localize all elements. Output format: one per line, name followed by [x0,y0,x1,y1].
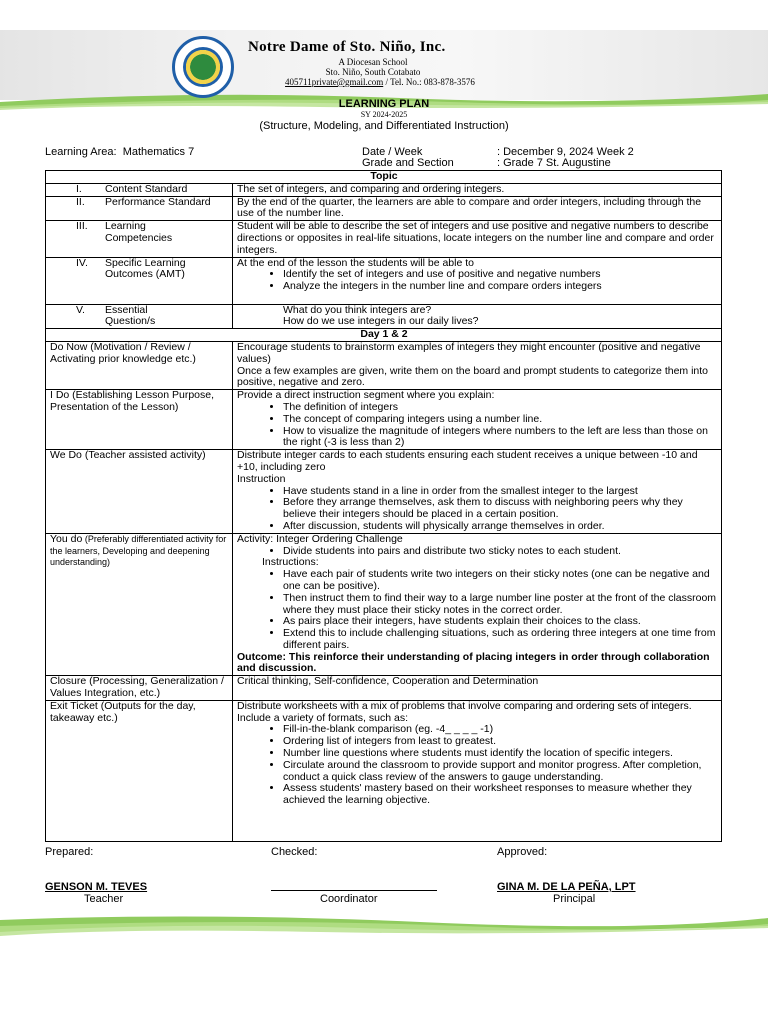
approved-label: Approved: [497,846,548,858]
row-label: Performance Standard [105,195,211,208]
row-label: Learning Competencies [105,220,173,244]
do-now-content: Encourage students to brainstorm examples of integers they might encounter (positive and negative values) Once a few examples are given, write them on the board and prompt students to categorize them into positive, negative and zero. [233,341,722,389]
school-contact [240,77,520,87]
list-item: • Number line questions where students must identify the location of specific integers. [283,748,718,760]
we-do-label: We Do (Teacher assisted activity) [46,450,233,534]
school-year: SY 2024-2025 [360,110,408,119]
learning-area: Learning Area: Mathematics 7 [45,146,195,158]
school-type: A Diocesan School [338,57,408,67]
learning-outcomes: At the end of the lesson the students will be able to • Identify the set of integers and use of positive and negative numbers • Analyze the integers in the number line and compare orders integers [233,257,722,304]
list-item: What do you think integers are? [283,303,432,316]
row-label: Content Standard [105,182,188,195]
list-item: • Have students stand in a line in order from the smallest integer to the largest [283,486,718,498]
essential-questions [233,304,722,329]
list-item: • Analyze the integers in the number line and compare orders integers [283,281,718,293]
grade-label: Grade and Section [362,157,454,169]
list-item: • How to visualize the magnitude of integers where numbers to the left are less than those on the right (-3 is less than 2) [283,426,718,450]
coordinator-signature-line [271,890,437,891]
date-label: Date / Week [362,146,423,158]
content-standard: The set of integers, and comparing and ordering integers. [233,183,722,196]
table-row [46,390,722,450]
list-item: • Ordering list of integers from least to greatest. [283,736,718,748]
table-row: V. Essential Question/s What do you think integers are? How do we use integers in our daily lives? [46,304,722,329]
school-email[interactable]: 405711private@gmail.com [285,77,384,87]
table-row [46,450,722,534]
table-row [46,700,722,841]
list-item: • Before they arrange themselves, ask them to discuss with neighboring peers why they believe their integers should be placed in a certain position. [283,497,718,521]
table-row [46,329,722,342]
list-item: • The definition of integers [283,402,718,414]
list-item: • Identify the set of integers and use of positive and negative numbers [283,269,718,281]
table-row: II. Performance Standard By the end of the quarter, the learners are able to compare and order integers, including through the use of the number line. [46,196,722,221]
instruction-approach: (Structure, Modeling, and Differentiated Instruction) [259,120,509,132]
closure-label: Closure (Processing, Generalization / Values Integration, etc.) [46,676,233,701]
list-item: • Circulate around the classroom to provide support and monitor progress. After completion, conduct a quick class review of the answers to gauge understanding. [283,760,718,784]
school-address: Sto. Niño, South Cotabato [325,67,421,77]
grade-value: : Grade 7 St. Augustine [497,157,611,169]
we-do-content: Distribute integer cards to each students ensuring each student receives a unique between -10 and +10, including zero Instruction • Have students stand in a line in order from the smallest integer to the largest • Before they arrange themselves, ask them to discuss with neighboring peers why they believe their integers should be placed in a certain position. • After discussion, students will physically arrange themselves in order. [233,450,722,534]
prepared-label: Prepared: [45,846,94,858]
table-row: I. Content Standard The set of integers, and comparing and ordering integers. [46,183,722,196]
learning-competencies: Student will be able to describe the set of integers and use positive and negative numbers to describe directions or opposites in real-life situations, locate integers on the number line and compare and order integers. [233,221,722,257]
school-name: Notre Dame of Sto. Niño, Inc. [248,39,446,55]
performance-standard: By the end of the quarter, the learners are able to compare and order integers, including through the use of the number line. [233,196,722,221]
exit-ticket-content: Distribute worksheets with a mix of problems that involve comparing and ordering sets of integers. Include a variety of formats, such as: • Fill-in-the-blank comparison (eg. -4_ _ _ _ -1) • Ordering list of integers from least to greatest. • Number line questions where students must identify the location of specific integers. • Circulate around the classroom to provide support and monitor progress. After completion, conduct a quick class review of the answers to gauge understanding. • Assess students' mastery based on their worksheet responses to measure whether they achieved the learning objective. [233,700,722,841]
list-item: • The concept of comparing integers using a number line. [283,414,718,426]
i-do-content: Provide a direct instruction segment where you explain: • The definition of integers • The concept of comparing integers using a number line. • How to visualize the magnitude of integers where numbers to the left are less than those on the right (-3 is less than 2) [233,390,722,450]
table-row: III. Learning Competencies Student will be able to describe the set of integers and use positive and negative numbers to describe directions or opposites in real-life situations, locate integers on the number line and compare and order integers. [46,221,722,257]
row-label: Essential Question/s [105,303,156,328]
learning-plan-table [45,170,722,842]
plan-title: LEARNING PLAN [338,98,430,110]
teacher-role: Teacher [84,893,124,905]
list-item: How do we use integers in our daily lives? [283,315,479,328]
topic-header: Topic [46,171,722,184]
checked-label: Checked: [271,846,318,858]
you-do-content: Activity: Integer Ordering Challenge • Divide students into pairs and distribute two sticky notes to each student. Instructions: • Have each pair of students write two integers on their sticky notes (one can be negative and one can be positive). • Then instruct them to find their way to a large number line poster at the front of the classroom where they must place their sticky notes in the correct order. • As pairs place their integers, have students explain their choices to the class. • Extend this to include challenging situations, such as ordering three integers at one time from different pairs. Outcome: This reinforce their understanding of placing integers in order through collaboration and discussion. [233,533,722,676]
school-seal-icon [172,36,234,98]
coordinator-role: Coordinator [320,893,378,905]
table-row [46,676,722,701]
table-row [46,533,722,676]
list-item: • Have each pair of students write two integers on their sticky notes (one can be negative and one can be positive). [283,569,718,593]
list-item: • Fill-in-the-blank comparison (eg. -4_ _ _ _ -1) [283,724,718,736]
table-row [46,171,722,184]
activity-outcome: Outcome: This reinforce their understanding of placing integers in order through collaboration and discussion. [237,650,710,675]
closure-content: Critical thinking, Self-confidence, Cooperation and Determination [233,676,722,701]
row-label: Specific Learning Outcomes (AMT) [105,256,186,281]
list-item: • As pairs place their integers, have students explain their choices to the class. [283,616,718,628]
principal-role: Principal [553,893,596,905]
principal-name: GINA M. DE LA PEÑA, LPT [497,881,636,893]
list-item: • Extend this to include challenging situations, such as ordering three integers at one time from different pairs. [283,628,718,652]
list-item: • After discussion, students will physically arrange themselves in order. [283,521,718,533]
i-do-label: I Do (Establishing Lesson Purpose, Presentation of the Lesson) [46,390,233,450]
you-do-label: You do (Preferably differentiated activity for the learners, Developing and deepening understanding) [46,533,233,676]
day-header: Day 1 & 2 [46,329,722,342]
list-item: • Assess students' mastery based on their worksheet responses to measure whether they achieved the learning objective. [283,783,718,807]
table-row: IV. Specific Learning Outcomes (AMT) At the end of the lesson the students will be able to • Identify the set of integers and use of positive and negative numbers • Analyze the integers in the number line and compare orders integers [46,257,722,304]
exit-ticket-label: Exit Ticket (Outputs for the day, takeaway etc.) [46,700,233,841]
do-now-label: Do Now (Motivation / Review / Activating prior knowledge etc.) [46,341,233,389]
table-row [46,341,722,389]
list-item: • Then instruct them to find their way to a large number line poster at the front of the classroom where they must place their sticky notes in the correct order. [283,593,718,617]
teacher-name: GENSON M. TEVES [45,881,148,893]
footer-green-wave-icon [0,910,768,936]
list-item: • Divide students into pairs and distribute two sticky notes to each student. [283,546,718,558]
school-tel: / Tel. No.: 083-878-3576 [383,77,475,87]
date-value: : December 9, 2024 Week 2 [497,146,634,158]
